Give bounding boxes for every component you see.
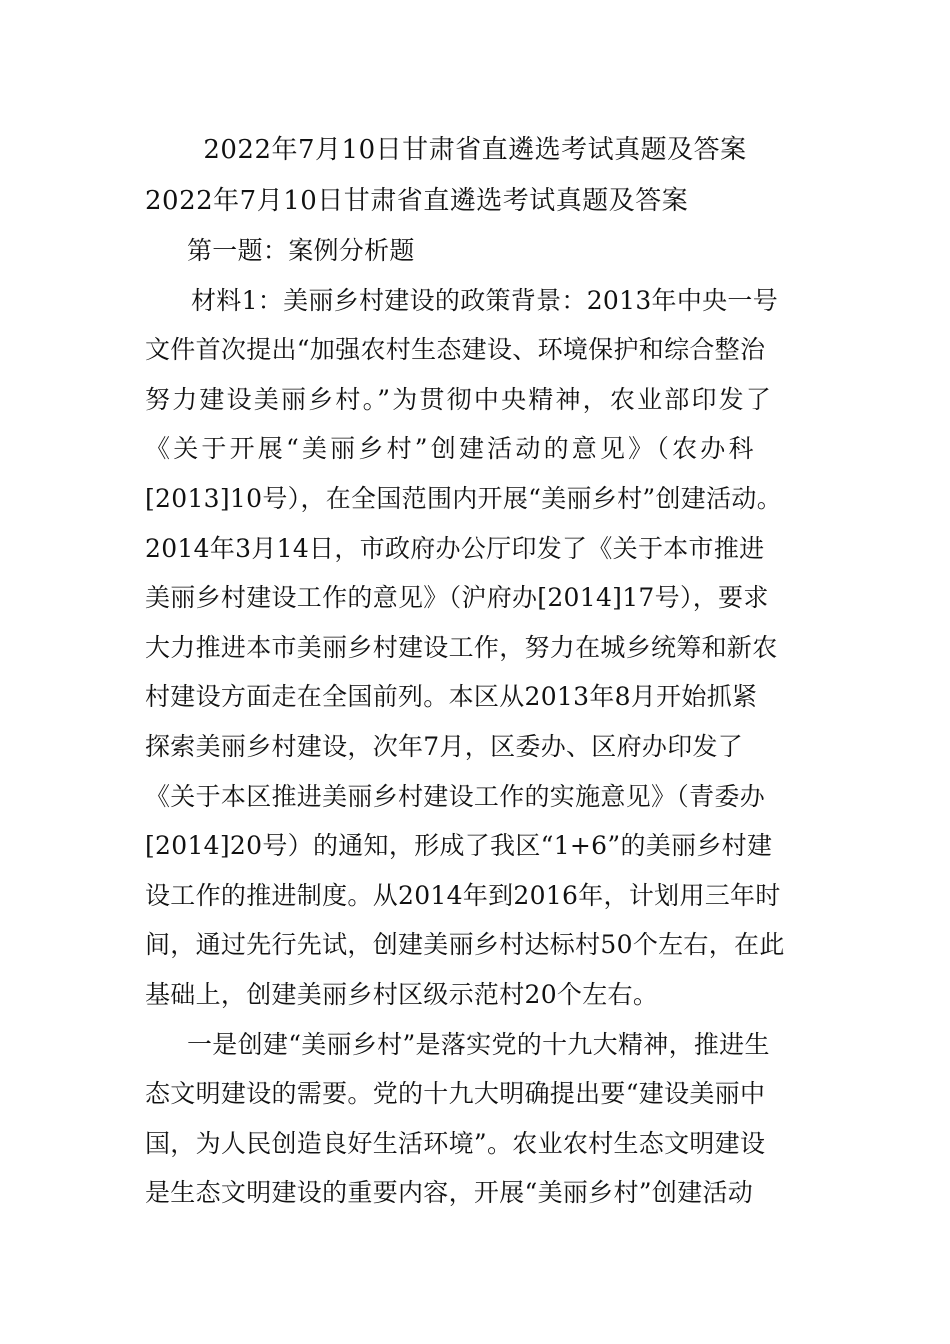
paragraph-line: 一是创建“美丽乡村”是落实党的十九大精神，推进生 (187, 1029, 770, 1059)
paragraph-line: 间，通过先行先试，创建美丽乡村达标村50个左右，在此 (145, 930, 785, 960)
paragraph-line: 2014年3月14日，市政府办公厅印发了《关于本市推进 (145, 533, 765, 563)
paragraph-line: [2013]10号），在全国范围内开展“美丽乡村”创建活动。 (145, 483, 783, 513)
paragraph-line: 大力推进本市美丽乡村建设工作，努力在城乡统筹和新农 (145, 632, 778, 662)
paragraph-line: 努力建设美丽乡村。”为贯彻中央精神，农业部印发了 (145, 384, 774, 414)
paragraph-line: [2014]20号）的通知，形成了我区“1+6”的美丽乡村建 (145, 831, 773, 861)
paragraph-line: 《关于本区推进美丽乡村建设工作的实施意见》（青委办 (145, 781, 766, 811)
paragraph-line: 基础上，创建美丽乡村区级示范村20个左右。 (145, 979, 659, 1009)
document-title: 2022年7月10日甘肃省直遴选考试真题及答案 (203, 135, 747, 165)
paragraph-line: 是生态文明建设的重要内容，开展“美丽乡村”创建活动 (145, 1178, 754, 1208)
paragraph-line: 材料1：美丽乡村建设的政策背景：2013年中央一号 (191, 285, 779, 315)
paragraph-line: 文件首次提出“加强农村生态建设、环境保护和综合整治 (145, 335, 766, 365)
paragraph-line: 设工作的推进制度。从2014年到2016年，计划用三年时 (145, 880, 781, 910)
paragraph-line: 国，为人民创造良好生活环境”。农业农村生态文明建设 (145, 1128, 766, 1158)
section-heading: 第一题：案例分析题 (187, 236, 415, 265)
paragraph-line: 《关于开展“美丽乡村”创建活动的意见》（农办科 (145, 434, 757, 464)
paragraph-line: 美丽乡村建设工作的意见》（沪府办[2014]17号），要求 (145, 583, 769, 613)
paragraph-line: 态文明建设的需要。党的十九大明确提出要“建设美丽中 (145, 1079, 766, 1109)
document-body (145, 231, 810, 1223)
paragraph-line: 村建设方面走在全国前列。本区从2013年8月开始抓紧 (145, 682, 758, 712)
paragraph-line: 探索美丽乡村建设，次年7月，区委办、区府办印发了 (145, 731, 744, 761)
document-subtitle: 2022年7月10日甘肃省直遴选考试真题及答案 (145, 186, 689, 216)
